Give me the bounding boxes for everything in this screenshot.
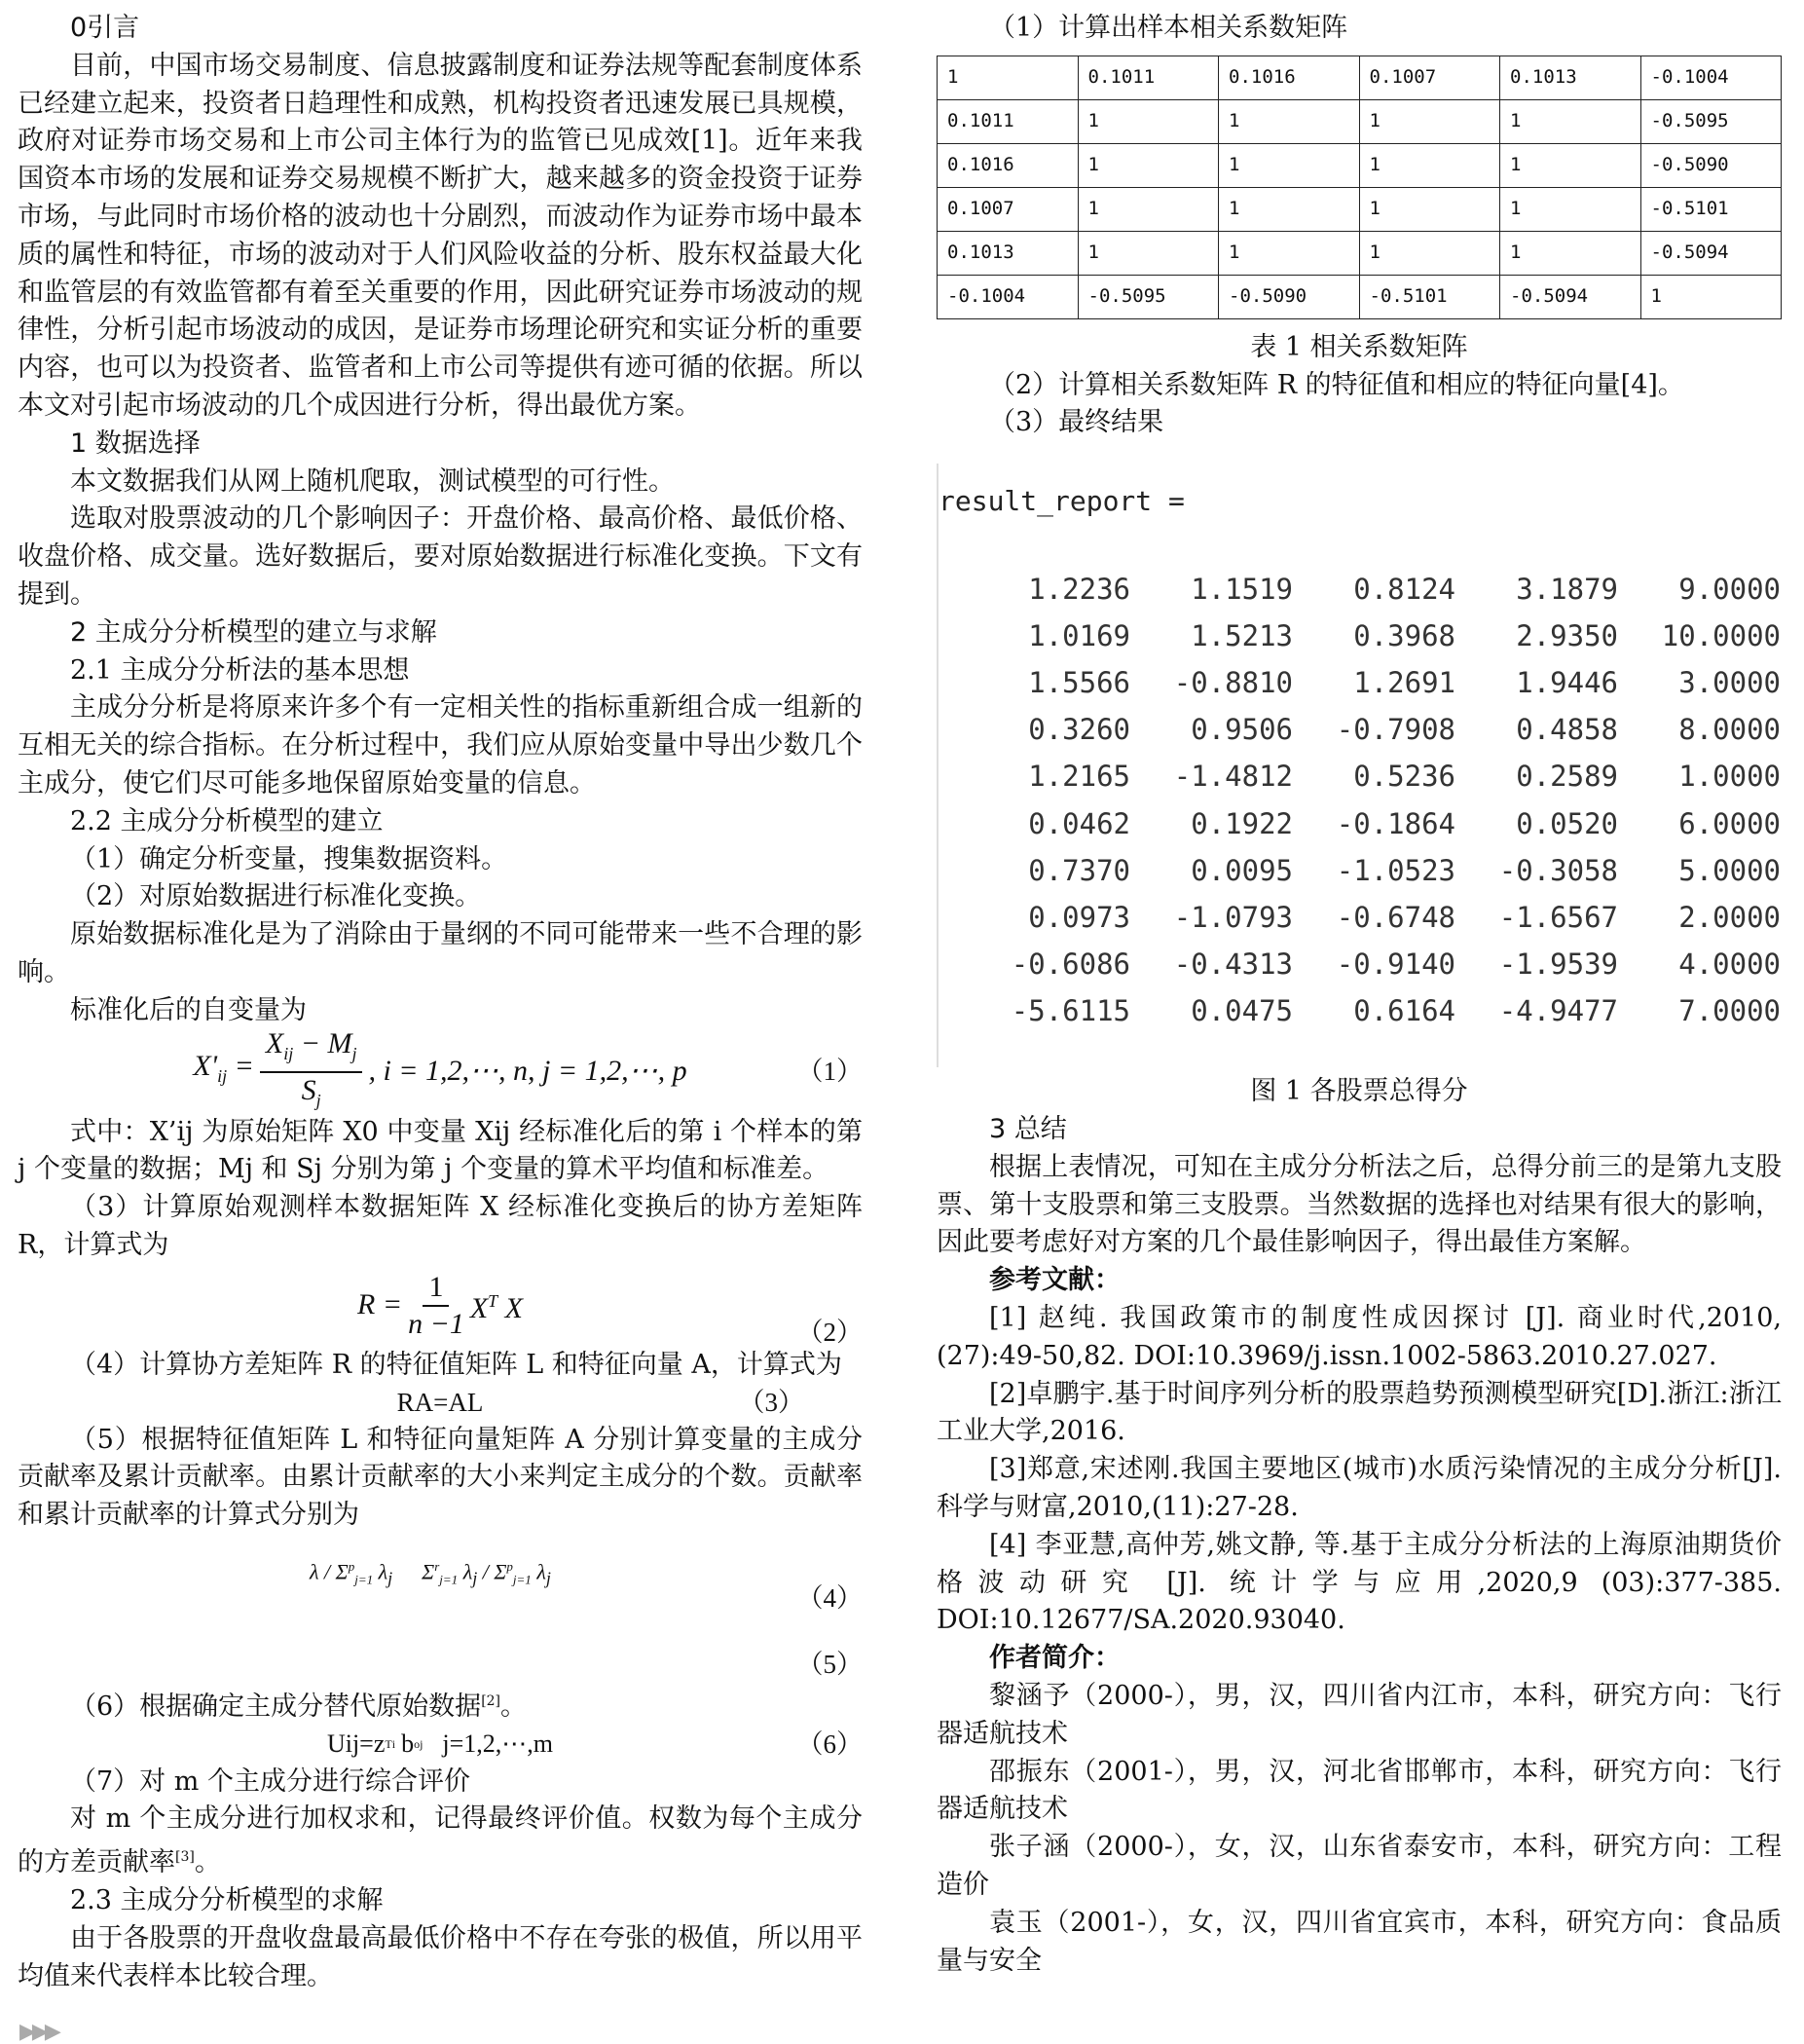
score-row [968, 566, 1781, 613]
score-cell: -0.8810 [1173, 666, 1293, 700]
table-caption: 表 1 相关系数矩阵 [1250, 331, 1468, 362]
author-item: 袁玉（2001-），女，汉，四川省宜宾市，本科，研究方向：食品质量与安全 [937, 1907, 1782, 1976]
score-cell: -1.6567 [1498, 900, 1618, 934]
score-cell: -4.9477 [1498, 994, 1618, 1028]
step-6: （6）根据确定主成分替代原始数据[2]。 [70, 1691, 528, 1722]
equation-3 [18, 1385, 863, 1422]
score-row [968, 800, 1781, 847]
matrix-cell: 1 [1219, 99, 1360, 143]
author-item: 张子涵（2000-），女，汉，山东省泰安市，本科，研究方向：工程造价 [937, 1832, 1782, 1900]
matrix-cell: 1 [1500, 143, 1641, 187]
section-1-heading: 1 数据选择 [70, 427, 201, 459]
score-cell: -1.4812 [1173, 760, 1293, 794]
left-column [18, 10, 863, 1995]
equation-2: R = $\frac{1}{n -1}$ $X^T$ X （2） [18, 1265, 863, 1347]
matrix-cell: -0.5094 [1640, 231, 1782, 275]
equation-1-number: （1） [796, 1057, 863, 1087]
equation-3-number: （3） [738, 1388, 804, 1418]
score-cell: -0.4313 [1173, 948, 1293, 982]
matrix-cell: 0.1016 [1219, 56, 1360, 99]
matrix-step-2: （2）计算相关系数矩阵 R 的特征值和相应的特征向量[4]。 [989, 369, 1684, 400]
author-item: 邵振东（2001-），男，汉，河北省邯郸市，本科，研究方向：飞行器适航技术 [937, 1756, 1782, 1825]
score-cell: 0.0520 [1516, 806, 1618, 840]
score-cell: 1.9446 [1516, 666, 1618, 700]
score-cell: 6.0000 [1678, 806, 1781, 840]
score-cell: 0.1922 [1191, 806, 1293, 840]
matrix-cell: 0.1013 [938, 231, 1079, 275]
score-cell: 0.2589 [1516, 760, 1618, 794]
score-cell: 1.2691 [1353, 666, 1455, 700]
matrix-cell: -0.5101 [1359, 275, 1500, 318]
matrix-row [938, 56, 1782, 99]
references-heading: 参考文献： [989, 1265, 1121, 1296]
score-cell: 0.0095 [1191, 853, 1293, 887]
section-1-paragraph-1: 本文数据我们从网上随机爬取，测试模型的可行性。 [70, 465, 675, 497]
matrix-row [938, 231, 1782, 275]
section-2-3-heading: 2.3 主成分分析模型的求解 [70, 1885, 384, 1916]
score-cell: 0.7370 [1028, 853, 1130, 887]
equation-4-number: （4） [796, 1582, 863, 1613]
step-4: （4）计算协方差矩阵 R 的特征值矩阵 L 和特征向量 A，计算式为 [70, 1349, 842, 1380]
references-list [937, 1300, 1782, 1640]
score-cell: -5.6115 [1011, 994, 1130, 1028]
score-cell: 4.0000 [1678, 948, 1781, 982]
matrix-cell: 1 [1219, 231, 1360, 275]
matrix-cell: -0.1004 [938, 275, 1079, 318]
score-row [968, 988, 1781, 1035]
score-cell: 1.0000 [1678, 760, 1781, 794]
matrix-cell: 0.1013 [1500, 56, 1641, 99]
page-corner-arrows-icon: ▶▶▶ [19, 2020, 57, 2044]
matrix-cell: -0.5101 [1640, 187, 1782, 231]
equation-1-tail: , i = 1,2,⋯, n, j = 1,2,⋯, p [368, 1055, 687, 1088]
reference-item: [2]卓鹏宇.基于时间序列分析的股票趋势预测模型研究[D].浙江:浙江工业大学,2016. [937, 1378, 1782, 1447]
correlation-matrix-table [937, 56, 1782, 319]
matrix-cell: 1 [1219, 187, 1360, 231]
matrix-cell: -0.5095 [1640, 99, 1782, 143]
reference-item: [3]郑意,宋述刚.我国主要地区(城市)水质污染情况的主成分分析[J].科学与财富,2010,(11):27-28. [937, 1454, 1782, 1522]
score-cell: -0.1864 [1336, 806, 1455, 840]
score-cell: 1.2165 [1028, 760, 1130, 794]
score-cell: -0.9140 [1336, 948, 1455, 982]
score-cell: -1.0523 [1336, 853, 1455, 887]
matrix-cell: 1 [1078, 231, 1219, 275]
score-cell: 1.1519 [1191, 572, 1293, 606]
matrix-cell: -0.1004 [1640, 56, 1782, 99]
score-row [968, 894, 1781, 941]
score-cell: 0.3968 [1353, 618, 1455, 652]
score-cell: 10.0000 [1661, 618, 1781, 652]
result-report-label: result_report = [939, 485, 1185, 518]
equation-3-text: RA=AL [396, 1388, 484, 1418]
equation-2-number: （2） [796, 1317, 863, 1347]
author-item: 黎涵予（2000-），男，汉，四川省内江市，本科，研究方向：飞行器适航技术 [937, 1680, 1782, 1749]
equation-5-number: （5） [796, 1649, 863, 1679]
score-cell: 1.2236 [1028, 572, 1130, 606]
figure-caption: 图 1 各股票总得分 [1250, 1076, 1468, 1107]
matrix-cell: 1 [1359, 143, 1500, 187]
score-cell: -0.3058 [1498, 853, 1618, 887]
section-2-heading: 2 主成分分析模型的建立与求解 [70, 616, 437, 648]
matrix-cell: 0.1007 [1359, 56, 1500, 99]
section-2-1-paragraph: 主成分分析是将原来许多个有一定相关性的指标重新组合成一组新的互相无关的综合指标。在分析过程中，我们应从原始变量中导出少数几个主成分，使它们尽可能多地保留原始变量的信息。 [18, 692, 863, 799]
step-1: （1）确定分析变量，搜集数据资料。 [70, 843, 508, 874]
section-3-heading: 3 总结 [989, 1113, 1067, 1144]
score-cell: 0.3260 [1028, 713, 1130, 747]
matrix-cell: 1 [1078, 143, 1219, 187]
matrix-cell: -0.5090 [1640, 143, 1782, 187]
score-row [968, 707, 1781, 754]
matrix-cell: 0.1016 [938, 143, 1079, 187]
score-cell: 0.9506 [1191, 713, 1293, 747]
score-cell: 0.0475 [1191, 994, 1293, 1028]
matrix-cell: 1 [1359, 231, 1500, 275]
step-2: （2）对原始数据进行标准化变换。 [70, 881, 482, 912]
matrix-cell: -0.5090 [1219, 275, 1360, 318]
score-cell: 2.0000 [1678, 900, 1781, 934]
matrix-cell: 1 [1078, 187, 1219, 231]
equation-4: λ / $\Sigma^p_{j=1}$ $\lambda_j$ $\Sigma^r_{j=1}$ $\lambda_j / \Sigma^p_{j=1}$ $\lambda_j$ （4） [18, 1535, 863, 1613]
score-cell: 0.4858 [1516, 713, 1618, 747]
score-cell: 3.1879 [1516, 572, 1618, 606]
score-cell: 3.0000 [1678, 666, 1781, 700]
score-cell: 7.0000 [1678, 994, 1781, 1028]
matrix-row [938, 275, 1782, 318]
matrix-cell: -0.5094 [1500, 275, 1641, 318]
section-3-paragraph: 根据上表情况，可知在主成分分析法之后，总得分前三的是第九支股票、第十支股票和第三支股票。当然数据的选择也对结果有很大的影响，因此要考虑好对方案的几个最佳影响因子，得出最佳方案解。 [937, 1151, 1782, 1258]
score-cell: -0.6086 [1011, 948, 1130, 982]
matrix-row [938, 187, 1782, 231]
score-cell: -1.9539 [1498, 948, 1618, 982]
reference-item: [4] 李亚慧,高仲芳,姚文静, 等.基于主成分分析法的上海原油期货价格波动研究 [J]. 统计学与应用,2020,9 (03):377-385. DOI:10.12677/SA.2020.93040. [937, 1529, 1782, 1636]
matrix-cell: 0.1007 [938, 187, 1079, 231]
result-report-figure [937, 464, 1782, 1067]
matrix-cell: -0.5095 [1078, 275, 1219, 318]
step-5: （5）根据特征值矩阵 L 和特征向量矩阵 A 分别计算变量的主成分贡献率及累计贡献率。由累计贡献率的大小来判定主成分的个数。贡献率和累计贡献率的计算式分别为 [18, 1424, 863, 1531]
section-2-3-paragraph: 由于各股票的开盘收盘最高最低价格中不存在夸张的极值，所以用平均值来代表样本比较合理。 [18, 1922, 863, 1991]
standardization-paragraph: 原始数据标准化是为了消除由于量纲的不同可能带来一些不合理的影响。 [18, 919, 863, 987]
score-row [968, 847, 1781, 894]
score-cell: 9.0000 [1678, 572, 1781, 606]
reference-item: [1] 赵纯. 我国政策市的制度性成因探讨 [J]. 商业时代,2010,(27):49-50,82. DOI:10.3969/j.issn.1002-5863.2010.27.027. [937, 1302, 1782, 1371]
equation-6: Uij=z T i b o j j=1,2,⋯,m （6） [18, 1727, 863, 1764]
matrix-cell: 1 [1219, 143, 1360, 187]
score-row [968, 941, 1781, 987]
matrix-cell: 1 [938, 56, 1079, 99]
section-2-1-heading: 2.1 主成分分析法的基本思想 [70, 654, 410, 686]
matrix-cell: 1 [1640, 275, 1782, 318]
matrix-step-1: （1）计算出样本相关系数矩阵 [989, 13, 1348, 43]
matrix-row [938, 143, 1782, 187]
score-cell: 5.0000 [1678, 853, 1781, 887]
score-cell: 0.0462 [1028, 806, 1130, 840]
score-cell: 0.5236 [1353, 760, 1455, 794]
standardized-variable-intro: 标准化后的自变量为 [70, 994, 307, 1025]
score-table [968, 566, 1781, 1035]
intro-paragraph: 目前，中国市场交易制度、信息披露制度和证券法规等配套制度体系已经建立起来，投资者日趋理性和成熟，机构投资者迅速发展已具规模，政府对证券市场交易和上市公司主体行为的监管已见成效[1]。近年来我国资本市场的发展和证券交易规模不断扩大，越来越多的资金投资于证券市场，与此同时市场价格的波动也十分剧烈，而波动作为证券市场中最本质的属性和特征，市场的波动对于人们风险收益的分析、股东权益最大化和监管层的有效监管都有着至关重要的作用，因此研究证券市场波动的规律性，分析引起市场波动的成因，是证券市场理论研究和实证分析的重要内容，也可以为投资者、监管者和上市公司等提供有迹可循的依据。所以本文对引起市场波动的几个成因进行分析，得出最优方案。 [18, 50, 863, 421]
equation-6-number: （6） [796, 1729, 863, 1760]
matrix-cell: 1 [1359, 187, 1500, 231]
score-row [968, 659, 1781, 706]
authors-list [937, 1678, 1782, 1980]
matrix-cell: 0.1011 [1078, 56, 1219, 99]
score-row [968, 613, 1781, 659]
score-cell: -1.0793 [1173, 900, 1293, 934]
score-cell: 1.0169 [1028, 618, 1130, 652]
authors-heading: 作者简介： [989, 1643, 1121, 1674]
score-cell: 0.8124 [1353, 572, 1455, 606]
equation-1-explanation: 式中：X’ij 为原始矩阵 X0 中变量 Xij 经标准化后的第 i 个样本的第 j 个变量的数据；Mj 和 Sj 分别为第 j 个变量的算术平均值和标准差。 [18, 1116, 863, 1185]
intro-heading: 0引言 [70, 13, 140, 43]
matrix-cell: 1 [1500, 187, 1641, 231]
score-cell: 0.6164 [1353, 994, 1455, 1028]
matrix-row [938, 99, 1782, 143]
step-3: （3）计算原始观测样本数据矩阵 X 经标准化变换后的协方差矩阵 R，计算式为 [18, 1192, 863, 1260]
matrix-cell: 1 [1500, 231, 1641, 275]
matrix-cell: 1 [1359, 99, 1500, 143]
matrix-cell: 1 [1078, 99, 1219, 143]
equation-5 [18, 1613, 863, 1683]
step-7: （7）对 m 个主成分进行综合评价 [70, 1765, 470, 1797]
score-cell: 1.5213 [1191, 618, 1293, 652]
section-2-2-heading: 2.2 主成分分析模型的建立 [70, 805, 384, 836]
score-cell: 1.5566 [1028, 666, 1130, 700]
score-cell: 8.0000 [1678, 713, 1781, 747]
matrix-cell: 0.1011 [938, 99, 1079, 143]
score-cell: -0.7908 [1336, 713, 1455, 747]
right-column [937, 10, 1782, 1980]
score-row [968, 754, 1781, 800]
section-1-paragraph-2: 选取对股票波动的几个影响因子：开盘价格、最高价格、最低价格、收盘价格、成交量。选好数据后，要对原始数据进行标准化变换。下文有提到。 [18, 503, 863, 610]
weighted-sum-paragraph: 对 m 个主成分进行加权求和，记得最终评价值。权数为每个主成分的方差贡献率[3]。 [18, 1803, 863, 1878]
equation-1: $X'_{ij}$ = $\frac{X_{ij} - M_j}{S_j}$ , i = 1,2,⋯, n, j = 1,2,⋯, p （1） [193, 1026, 863, 1110]
matrix-step-3: （3）最终结果 [989, 407, 1164, 438]
score-cell: 0.0973 [1028, 900, 1130, 934]
score-cell: -0.6748 [1336, 900, 1455, 934]
matrix-cell: 1 [1500, 99, 1641, 143]
score-cell: 2.9350 [1516, 618, 1618, 652]
